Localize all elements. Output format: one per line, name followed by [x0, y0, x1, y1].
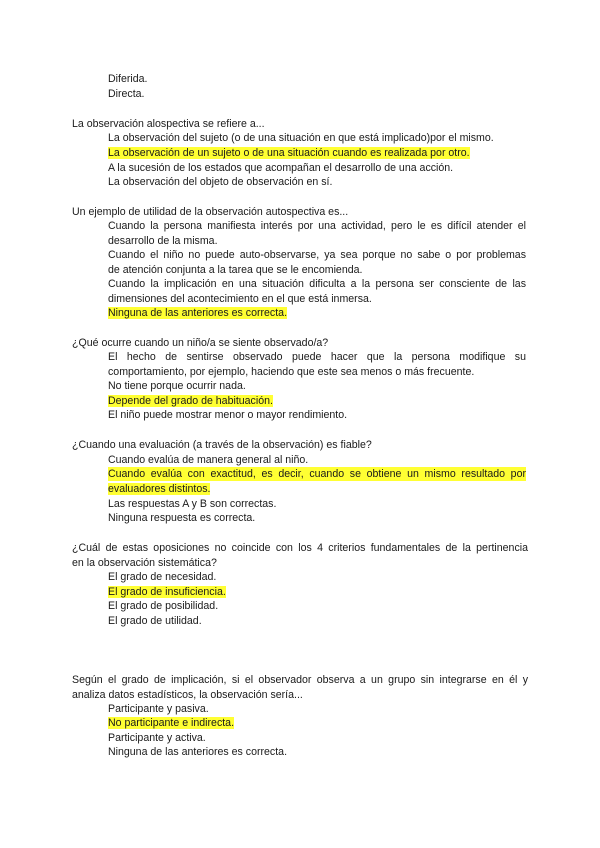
question-text: en la observación sistemática? [72, 557, 217, 569]
option-text: comportamiento, por ejemplo, haciendo que este sea menos o más frecuente. [108, 366, 475, 378]
option-text: Cuando la implicación en una situación dificulta a la persona ser consciente de las [108, 278, 526, 290]
option-text: La observación del sujeto (o de una situación en que está implicado)por el mismo. [108, 132, 494, 144]
option-text: dimensiones del acontecimiento en el que está inmersa. [108, 293, 372, 305]
option-text: Participante y activa. [108, 732, 206, 744]
highlighted-answer: evaluadores distintos. [108, 483, 211, 495]
option-text: Participante y pasiva. [108, 703, 209, 715]
option-text: Diferida. [108, 73, 148, 85]
highlighted-answer: No participante e indirecta. [108, 717, 235, 729]
option-text: Cuando evalúa de manera general al niño. [108, 454, 309, 466]
option-text: El grado de posibilidad. [108, 600, 219, 612]
option-text: de atención conjunta a la tarea que se le encomienda. [108, 264, 363, 276]
question-text: Un ejemplo de utilidad de la observación autospectiva es... [72, 206, 349, 218]
question-text: ¿Qué ocurre cuando un niño/a se siente observado/a? [72, 337, 329, 349]
option-text: desarrollo de la misma. [108, 235, 218, 247]
question-text: analiza datos estadísticos, la observación sería... [72, 689, 303, 701]
highlighted-answer: Ninguna de las anteriores es correcta. [108, 307, 288, 319]
option-text: Las respuestas A y B son correctas. [108, 498, 277, 510]
option-text: No tiene porque ocurrir nada. [108, 380, 246, 392]
question-text: La observación alospectiva se refiere a... [72, 118, 265, 130]
question-text: ¿Cuando una evaluación (a través de la observación) es fiable? [72, 439, 372, 451]
highlighted-answer: El grado de insuficiencia. [108, 586, 226, 598]
question-text: Según el grado de implicación, si el observador observa a un grupo sin integrarse en él y [72, 674, 528, 686]
highlighted-answer: La observación de un sujeto o de una situación cuando es realizada por otro. [108, 147, 470, 159]
option-text: Cuando la persona manifiesta interés por una actividad, pero le es difícil atender el [108, 220, 526, 232]
option-text: Directa. [108, 88, 145, 100]
option-text: Ninguna respuesta es correcta. [108, 512, 256, 524]
option-text: El hecho de sentirse observado puede hacer que la persona modifique su [108, 351, 526, 363]
question-text: ¿Cuál de estas oposiciones no coincide con los 4 criterios fundamentales de la pertinencia [72, 542, 528, 554]
highlighted-answer: Depende del grado de habituación. [108, 395, 273, 407]
option-text: A la sucesión de los estados que acompañan el desarrollo de una acción. [108, 162, 454, 174]
option-text: Ninguna de las anteriores es correcta. [108, 746, 288, 758]
option-text: El grado de utilidad. [108, 615, 202, 627]
option-text: El grado de necesidad. [108, 571, 217, 583]
option-text: La observación del objeto de observación en sí. [108, 176, 333, 188]
option-text: Cuando el niño no puede auto-observarse, ya sea porque no sabe o por problemas [108, 249, 526, 261]
highlighted-answer: Cuando evalúa con exactitud, es decir, cuando se obtiene un mismo resultado por [108, 468, 526, 480]
option-text: El niño puede mostrar menor o mayor rendimiento. [108, 409, 348, 421]
